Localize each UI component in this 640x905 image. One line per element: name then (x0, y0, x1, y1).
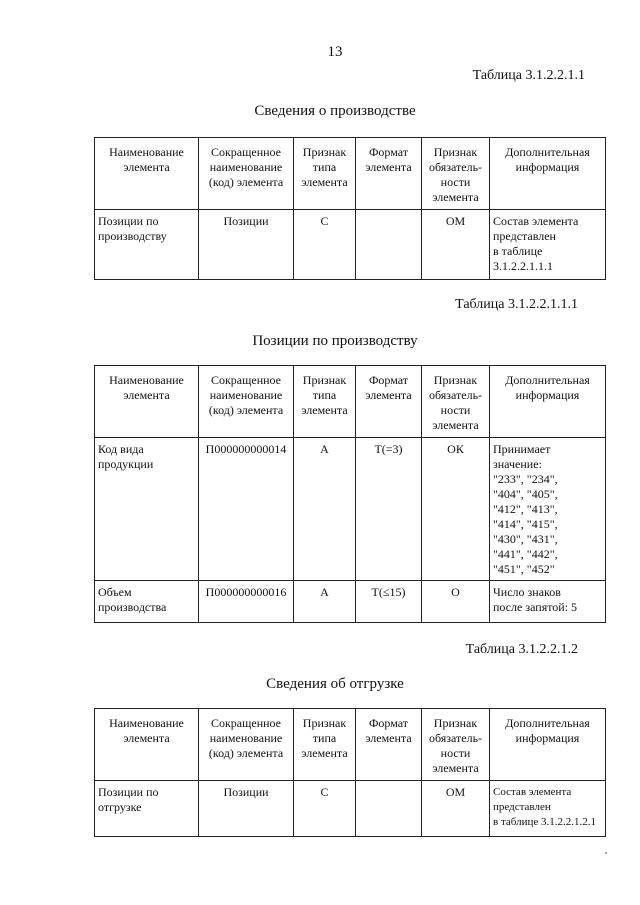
cell-format (356, 781, 422, 837)
table-production (94, 137, 606, 280)
header-cell-name: Наименование элемента (95, 138, 199, 210)
table-header-row (95, 138, 606, 210)
table-label-1: Таблица 3.1.2.2.1.1 (472, 68, 585, 83)
header-cell-required: Признак обязатель- ности элемента (422, 138, 490, 210)
table-row (95, 581, 606, 623)
section-title-2: Позиции по производству (252, 333, 418, 349)
header-cell-format: Формат элемента (356, 138, 422, 210)
header-cell-type: Признак типа элемента (294, 138, 356, 210)
cell-type: А (294, 438, 356, 581)
table-header-row (95, 366, 606, 438)
header-cell-format: Формат элемента (356, 366, 422, 438)
header-cell-required: Признак обязатель- ности элемента (422, 366, 490, 438)
section-title-1: Сведения о производстве (254, 103, 416, 119)
header-cell-type: Признак типа элемента (294, 709, 356, 781)
cell-format (356, 210, 422, 280)
cell-required: ОМ (422, 781, 490, 837)
cell-code: П000000000014 (199, 438, 294, 581)
cell-required: О (422, 581, 490, 623)
cell-type: С (294, 781, 356, 837)
cell-name: Объем производства (95, 581, 199, 623)
cell-format: Т(=3) (356, 438, 422, 581)
table-header-row (95, 709, 606, 781)
header-cell-type: Признак типа элемента (294, 366, 356, 438)
cell-info: Состав элемента представлен в таблице 3.1.2.2.1.1.1 (490, 210, 606, 280)
header-cell-format: Формат элемента (356, 709, 422, 781)
section-title-3: Сведения об отгрузке (266, 676, 404, 692)
table-shipment (94, 708, 606, 837)
header-cell-info: Дополнительная информация (490, 138, 606, 210)
cell-code: Позиции (199, 781, 294, 837)
cell-info: Принимает значение: "233", "234", "404", "405", "412", "413", "414", "415", "430", "431", "441", "442", "451", "452" (490, 438, 606, 581)
table-row (95, 438, 606, 581)
table-production-positions (94, 365, 606, 623)
cell-type: С (294, 210, 356, 280)
cell-name: Позиции по производству (95, 210, 199, 280)
cell-name: Позиции по отгрузке (95, 781, 199, 837)
cell-code: П000000000016 (199, 581, 294, 623)
header-cell-code: Сокращенное наименование (код) элемента (199, 709, 294, 781)
table-label-3: Таблица 3.1.2.2.1.2 (465, 642, 578, 657)
cell-format: Т(≤15) (356, 581, 422, 623)
cell-required: ОК (422, 438, 490, 581)
header-cell-required: Признак обязатель- ности элемента (422, 709, 490, 781)
cell-info: Число знаков после запятой: 5 (490, 581, 606, 623)
header-cell-info: Дополнительная информация (490, 709, 606, 781)
header-cell-name: Наименование элемента (95, 709, 199, 781)
stray-mark (605, 852, 607, 854)
table-row (95, 781, 606, 837)
header-cell-name: Наименование элемента (95, 366, 199, 438)
cell-code: Позиции (199, 210, 294, 280)
cell-required: ОМ (422, 210, 490, 280)
table-label-2: Таблица 3.1.2.2.1.1.1 (455, 297, 578, 312)
header-cell-code: Сокращенное наименование (код) элемента (199, 138, 294, 210)
cell-info: Состав элемента представлен в таблице 3.1.2.2.1.2.1 (490, 781, 606, 837)
header-cell-code: Сокращенное наименование (код) элемента (199, 366, 294, 438)
page-number: 13 (327, 44, 343, 60)
table-row (95, 210, 606, 280)
cell-name: Код вида продукции (95, 438, 199, 581)
header-cell-info: Дополнительная информация (490, 366, 606, 438)
cell-type: А (294, 581, 356, 623)
